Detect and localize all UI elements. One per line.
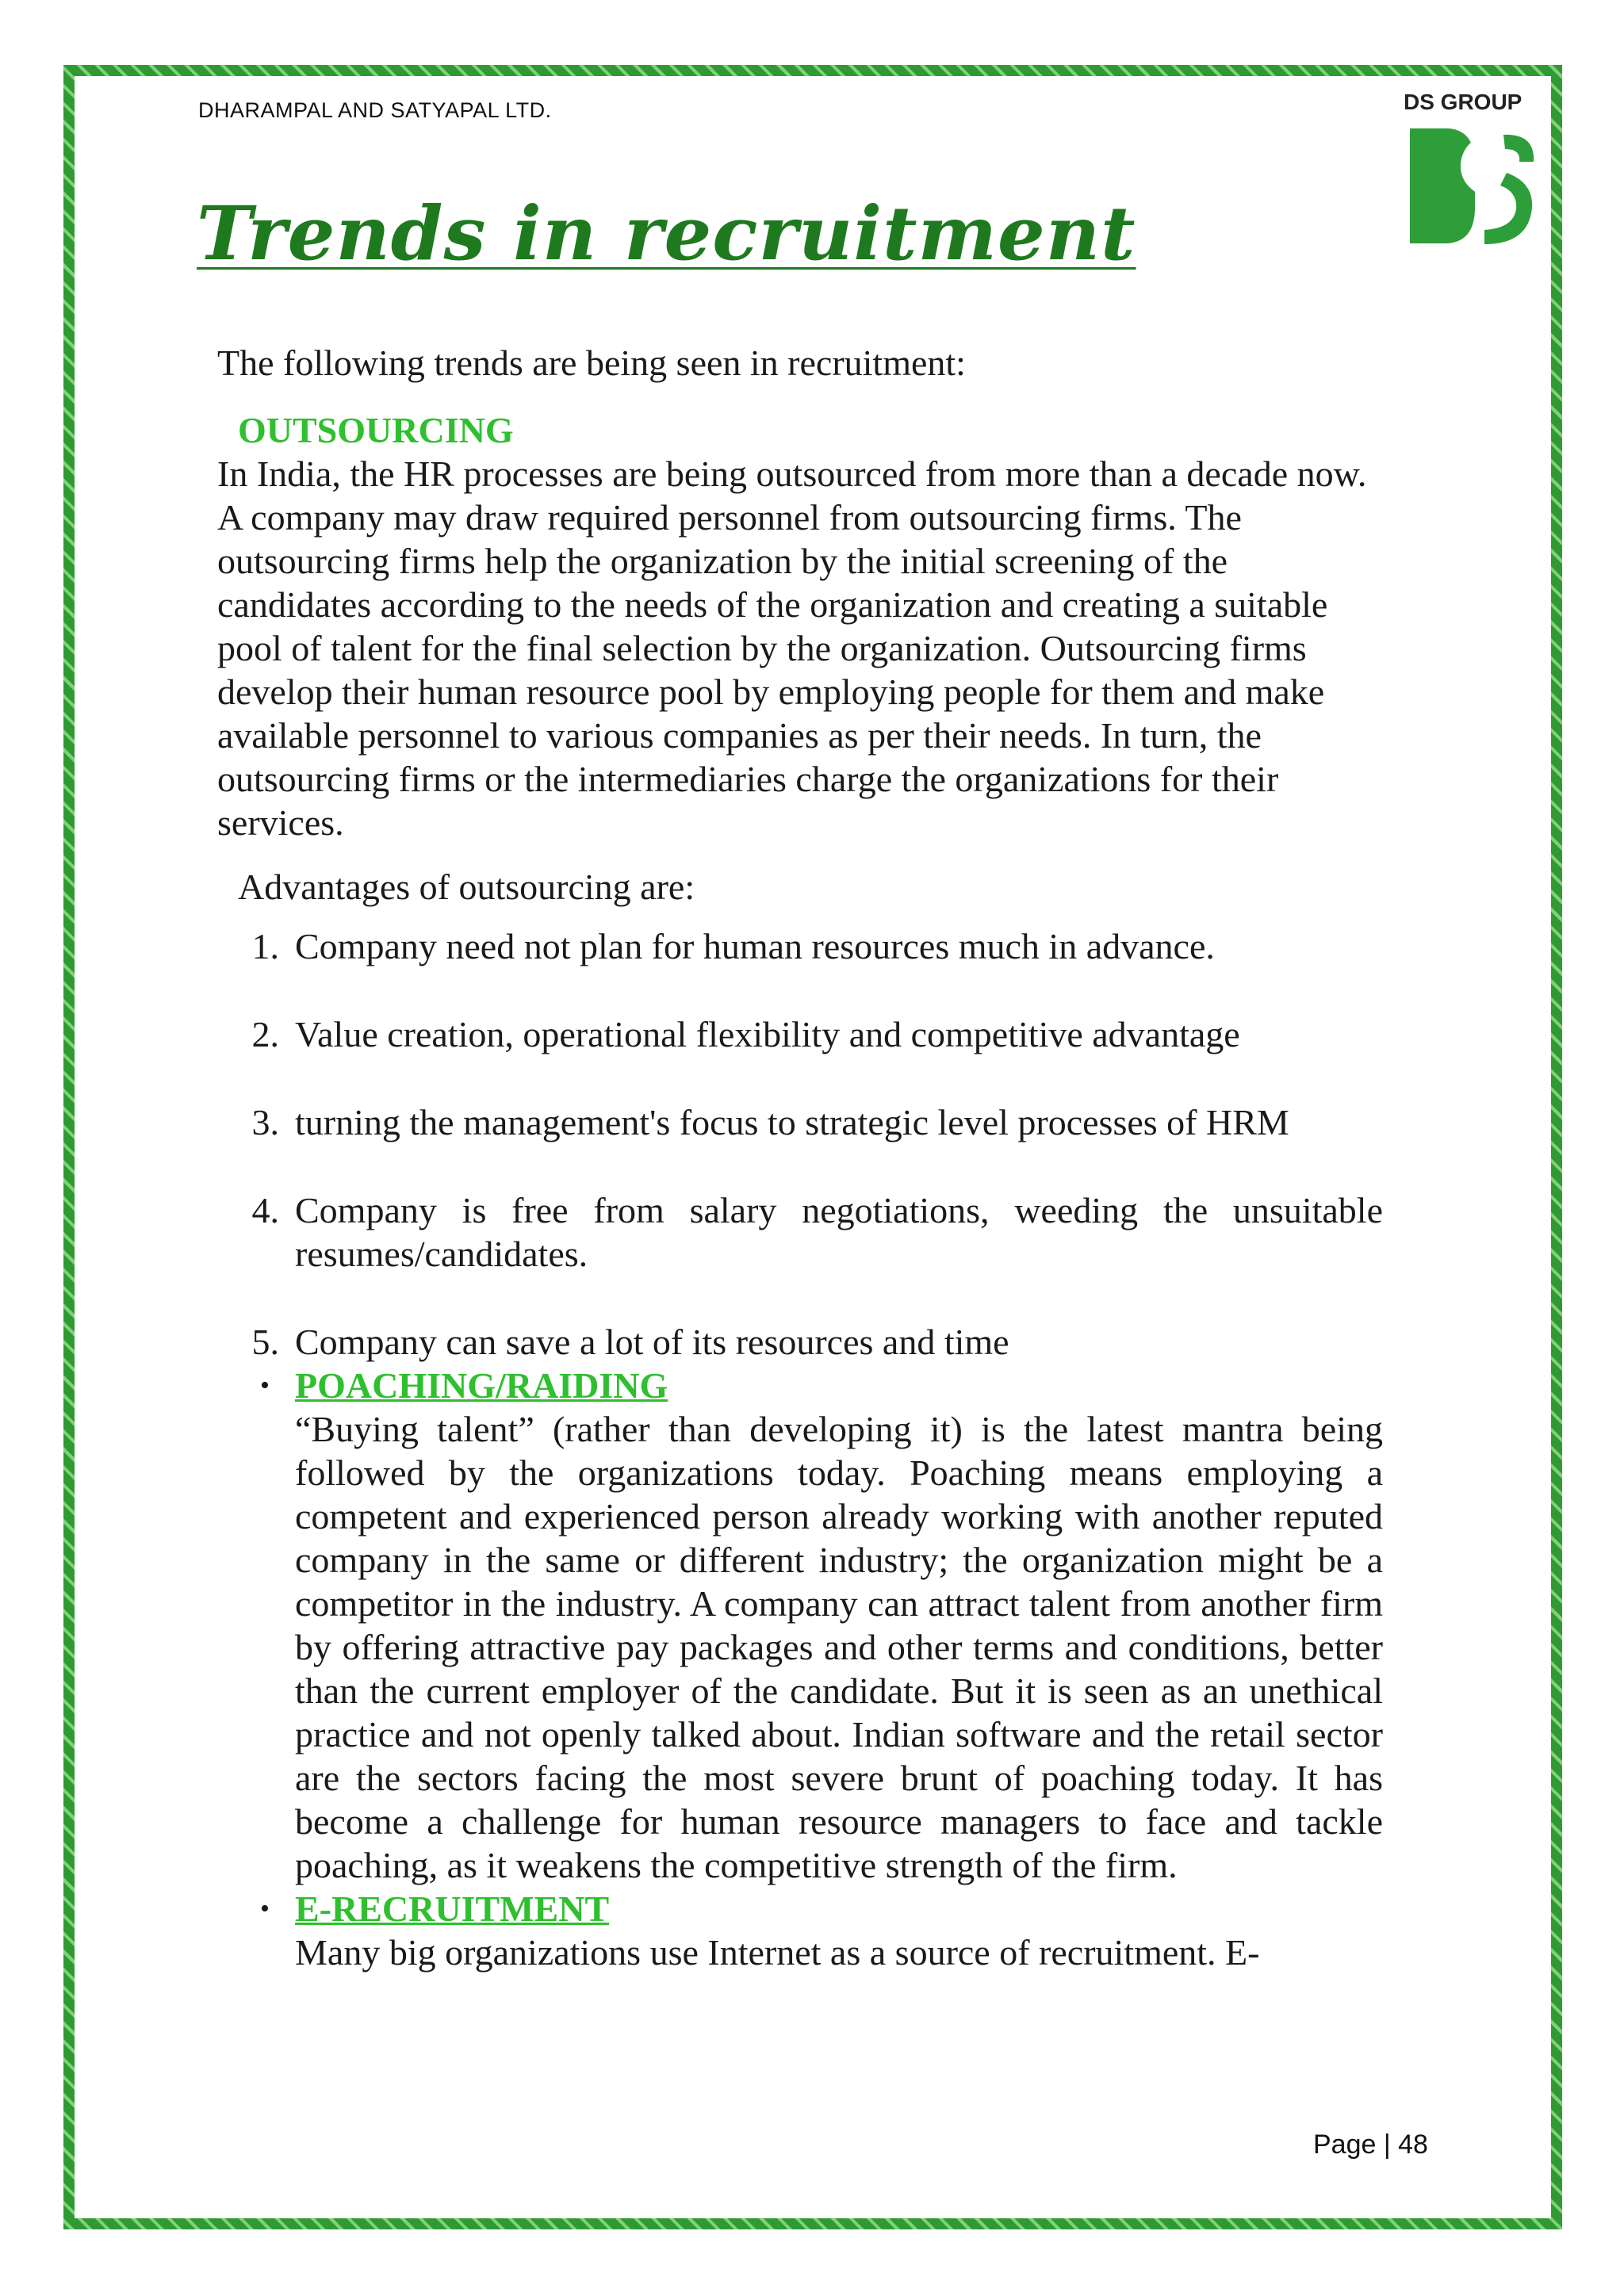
bullet-icon: • (260, 1371, 270, 1400)
bullet-body (295, 1887, 1383, 1974)
outsourcing-paragraph: In India, the HR processes are being outsourced from more than a decade now. A company may draw required personnel from outsourcing firms. The outsourcing firms help the organization by the initial screening of the candidates according to the needs of the organization and creating a suitable pool of talent for the final selection by the organization. Outsourcing firms develop their human resource pool by employing people for them and make available personnel to various companies as per their needs. In turn, the outsourcing firms or the intermediaries charge the organizations for their services. (217, 453, 1367, 843)
list-item (217, 1188, 1383, 1276)
list-item-text: Company can save a lot of its resources and time (295, 1322, 1009, 1362)
list-number: 5. (251, 1322, 279, 1362)
list-item-text: Company is free from salary negotiations, weeding the unsuitable resumes/candidates. (295, 1190, 1383, 1274)
list-item (217, 1012, 1383, 1056)
page-title: Trends in recruitment (197, 190, 1136, 277)
main-content (217, 341, 1383, 1974)
list-item-text: Value creation, operational flexibility and competitive advantage (295, 1014, 1240, 1054)
advantages-intro: Advantages of outsourcing are: (238, 867, 695, 907)
list-item-text: turning the management's focus to strategic level processes of HRM (295, 1102, 1289, 1142)
intro-text: The following trends are being seen in recruitment: (217, 342, 966, 383)
page-number: Page | 48 (1313, 2130, 1428, 2160)
list-item (217, 1100, 1383, 1144)
advantages-list (217, 924, 1383, 1364)
poaching-heading: POACHING/RAIDING (295, 1365, 668, 1406)
bullet-body (295, 1364, 1383, 1887)
list-item (217, 1320, 1383, 1364)
list-item (217, 1364, 1383, 1887)
list-item (217, 1887, 1383, 1974)
list-number: 3. (251, 1102, 279, 1142)
list-number: 1. (251, 926, 279, 966)
list-number: 2. (251, 1014, 279, 1054)
ds-group-logo-icon (1402, 89, 1537, 247)
header-company-name: DHARAMPAL AND SATYAPAL LTD. (198, 98, 552, 122)
list-item (217, 924, 1383, 968)
list-number: 4. (251, 1190, 279, 1230)
logo-text: DS GROUP (1404, 90, 1522, 114)
trends-bullet-list (217, 1364, 1383, 1974)
e-recruitment-paragraph: Many big organizations use Internet as a source of recruitment. E- (295, 1932, 1260, 1973)
poaching-paragraph: “Buying talent” (rather than developing it) is the latest mantra being followed by the organizations today. Poaching means employing a competent and experienced person already working with another reputed company in the same or different industry; the organization might be a competitor in the industry. A company can attract talent from another firm by offering attractive pay packages and other terms and conditions, better than the current employer of the candidate. But it is seen as an unethical practice and not openly talked about. Indian software and the retail sector are the sectors facing the most severe brunt of poaching today. It has become a challenge for human resource managers to face and tackle poaching, as it weakens the competitive strength of the firm. (295, 1409, 1383, 1885)
bullet-icon: • (260, 1894, 270, 1923)
outsourcing-heading: OUTSOURCING (238, 410, 514, 450)
e-recruitment-heading: E-RECRUITMENT (295, 1888, 610, 1929)
list-item-text: Company need not plan for human resources much in advance. (295, 926, 1215, 966)
